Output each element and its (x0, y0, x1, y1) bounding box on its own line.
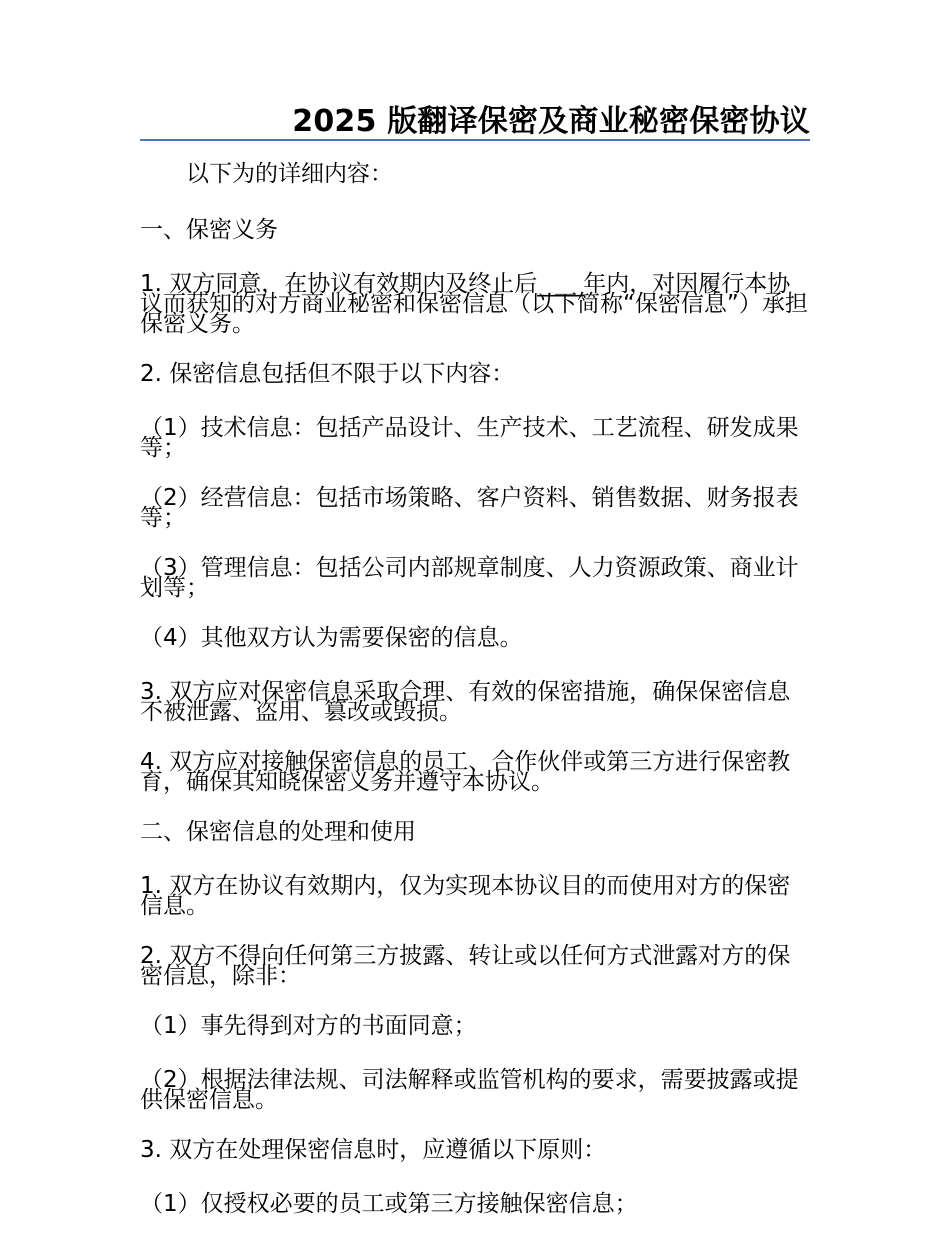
list-item: （3）管理信息：包括公司内部规章制度、人力资源政策、商业计划等； (140, 555, 799, 601)
paragraph: 4. 双方应对接触保密信息的员工、合作伙伴或第三方进行保密教育，确保其知晓保密义务并遵守本协议。 (140, 749, 791, 795)
document-title: 2025 版翻译保密及商业秘密保密协议 (292, 104, 810, 139)
list-item: （2）经营信息：包括市场策略、客户资料、销售数据、财务报表等； (140, 485, 799, 531)
list-item: （2）根据法律法规、司法解释或监管机构的要求，需要披露或提供保密信息。 (140, 1067, 799, 1113)
list-item: （1）仅授权必要的员工或第三方接触保密信息； (140, 1191, 638, 1217)
paragraph: 2. 保密信息包括但不限于以下内容： (140, 361, 515, 387)
list-item: （1）事先得到对方的书面同意； (140, 1013, 477, 1039)
paragraph: 3. 双方应对保密信息采取合理、有效的保密措施，确保保密信息不被泄露、盗用、篡改或毁损。 (140, 679, 791, 725)
list-item: （1）技术信息：包括产品设计、生产技术、工艺流程、研发成果等； (140, 415, 799, 461)
paragraph: 2. 双方不得向任何第三方披露、转让或以任何方式泄露对方的保密信息，除非： (140, 943, 791, 989)
paragraph: 1. 双方同意，在协议有效期内及终止后____年内，对因履行本协议而获知的对方商业秘密和保密信息（以下简称“保密信息”）承担保密义务。 (140, 271, 808, 337)
section-heading-2: 二、保密信息的处理和使用 (140, 819, 416, 845)
list-item: （4）其他双方认为需要保密的信息。 (140, 625, 523, 651)
section-heading-1: 一、保密义务 (140, 217, 278, 243)
paragraph: 1. 双方在协议有效期内，仅为实现本协议目的而使用对方的保密信息。 (140, 873, 791, 919)
paragraph: 3. 双方在处理保密信息时，应遵循以下原则： (140, 1137, 607, 1163)
title-underline (140, 139, 810, 141)
document-body (140, 154, 810, 1238)
intro-paragraph: 以下为的详细内容： (186, 161, 393, 187)
